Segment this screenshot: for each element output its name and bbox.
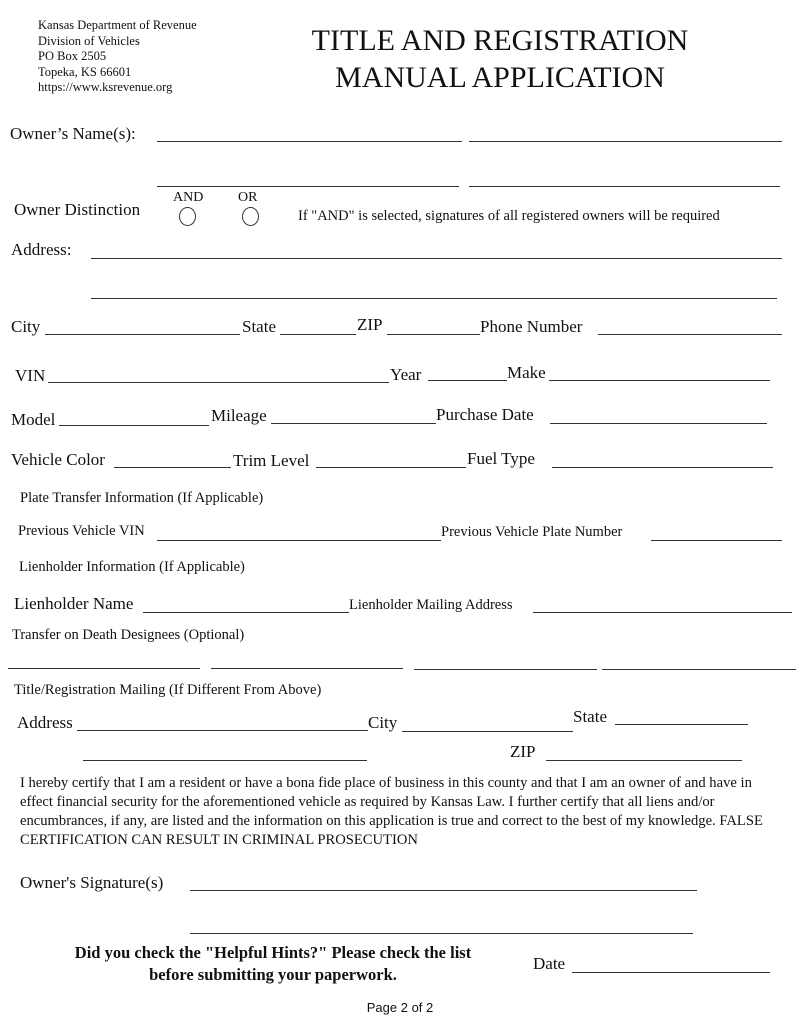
prev-plate-field[interactable]	[651, 540, 782, 541]
zip-field[interactable]	[387, 334, 480, 335]
model-field[interactable]	[59, 425, 209, 426]
make-field[interactable]	[549, 380, 770, 381]
page-number: Page 2 of 2	[366, 1000, 434, 1015]
trim-level-label: Trim Level	[233, 451, 310, 470]
hint-line: Did you check the "Helpful Hints?" Please check the list	[74, 943, 472, 962]
mailing-address-field-2[interactable]	[83, 760, 367, 761]
vehicle-color-field[interactable]	[114, 467, 231, 468]
form-title	[290, 22, 710, 96]
vin-field[interactable]	[48, 382, 389, 383]
mailing-state-label: State	[573, 707, 607, 726]
tod-designee-field-4[interactable]	[602, 669, 796, 670]
owner-names-label: Owner’s Name(s):	[10, 124, 136, 143]
hint-line: before submitting your paperwork.	[149, 965, 397, 984]
agency-line: Topeka, KS 66601	[38, 64, 132, 79]
owner-distinction-label: Owner Distinction	[14, 200, 141, 219]
owner-name-field-4[interactable]	[469, 186, 780, 187]
vin-label: VIN	[15, 366, 46, 385]
state-label: State	[242, 317, 276, 336]
address-label: Address:	[11, 240, 72, 259]
signature-field-1[interactable]	[190, 890, 697, 891]
year-label: Year	[390, 365, 422, 384]
lienholder-address-label: Lienholder Mailing Address	[349, 597, 513, 613]
tod-heading: Transfer on Death Designees (Optional)	[12, 627, 245, 643]
mileage-field[interactable]	[271, 423, 436, 424]
city-label: City	[11, 317, 41, 336]
state-field[interactable]	[280, 334, 356, 335]
mailing-state-field[interactable]	[615, 724, 748, 725]
and-label: AND	[173, 190, 204, 205]
tod-designee-field-2[interactable]	[211, 668, 403, 669]
title-line: TITLE AND REGISTRATION	[311, 24, 689, 57]
mailing-address-field[interactable]	[77, 730, 368, 731]
address-field-2[interactable]	[91, 298, 777, 299]
certification-text: I hereby certify that I am a resident or have a bona fide place of business in this county and that I am an owner of and have in effect financial security for the aforementioned vehicle as required by Kansas Law. I further certify that all liens and/or encumbrances, if any, are listed and the information on this application is true and correct to the best of my knowledge. FALSE CERTIFICATION CAN RESULT IN CRIMINAL PROSECUTION	[20, 775, 763, 848]
title-line: MANUAL APPLICATION	[335, 61, 665, 94]
phone-field[interactable]	[598, 334, 782, 335]
owner-name-field-2[interactable]	[469, 141, 782, 142]
mailing-city-field[interactable]	[402, 731, 573, 732]
mailing-zip-label: ZIP	[510, 742, 536, 761]
prev-vin-label: Previous Vehicle VIN	[18, 523, 145, 539]
distinction-note: If "AND" is selected, signatures of all registered owners will be required	[298, 208, 720, 224]
mailing-city-label: City	[368, 713, 398, 732]
or-label: OR	[238, 190, 258, 205]
address-field-1[interactable]	[91, 258, 782, 259]
signature-label: Owner's Signature(s)	[20, 873, 164, 892]
lienholder-name-field[interactable]	[143, 612, 349, 613]
tod-designee-field-1[interactable]	[8, 668, 200, 669]
lienholder-address-field[interactable]	[533, 612, 792, 613]
make-label: Make	[507, 363, 546, 382]
prev-plate-label: Previous Vehicle Plate Number	[441, 524, 623, 540]
mailing-zip-field[interactable]	[546, 760, 742, 761]
mailing-address-label: Address	[17, 713, 73, 732]
agency-line: PO Box 2505	[38, 49, 107, 63]
owner-name-field-1[interactable]	[157, 141, 462, 142]
model-label: Model	[11, 410, 56, 429]
fuel-type-label: Fuel Type	[467, 449, 535, 468]
lienholder-name-label: Lienholder Name	[14, 594, 134, 613]
mileage-label: Mileage	[211, 406, 267, 425]
tod-designee-field-3[interactable]	[414, 669, 597, 670]
agency-address	[38, 18, 197, 96]
year-field[interactable]	[428, 380, 507, 381]
zip-label: ZIP	[357, 315, 383, 334]
signature-field-2[interactable]	[190, 933, 693, 934]
date-label: Date	[533, 954, 566, 973]
phone-label: Phone Number	[480, 317, 583, 336]
mailing-heading: Title/Registration Mailing (If Different From Above)	[14, 682, 322, 698]
city-field[interactable]	[45, 334, 240, 335]
fuel-type-field[interactable]	[552, 467, 773, 468]
purchase-date-label: Purchase Date	[436, 405, 534, 424]
date-field[interactable]	[572, 972, 770, 973]
prev-vin-field[interactable]	[157, 540, 441, 541]
owner-name-field-3[interactable]	[157, 186, 459, 187]
agency-line: Division of Vehicles	[38, 33, 140, 48]
and-radio[interactable]	[179, 207, 196, 226]
agency-website: https://www.ksrevenue.org	[38, 80, 173, 94]
purchase-date-field[interactable]	[550, 423, 767, 424]
helpful-hints-notice	[40, 942, 506, 986]
plate-transfer-heading: Plate Transfer Information (If Applicable)	[20, 490, 264, 506]
vehicle-color-label: Vehicle Color	[11, 450, 105, 469]
or-radio[interactable]	[242, 207, 259, 226]
lienholder-heading: Lienholder Information (If Applicable)	[19, 559, 245, 575]
agency-line: Kansas Department of Revenue	[38, 18, 197, 32]
trim-level-field[interactable]	[316, 467, 466, 468]
